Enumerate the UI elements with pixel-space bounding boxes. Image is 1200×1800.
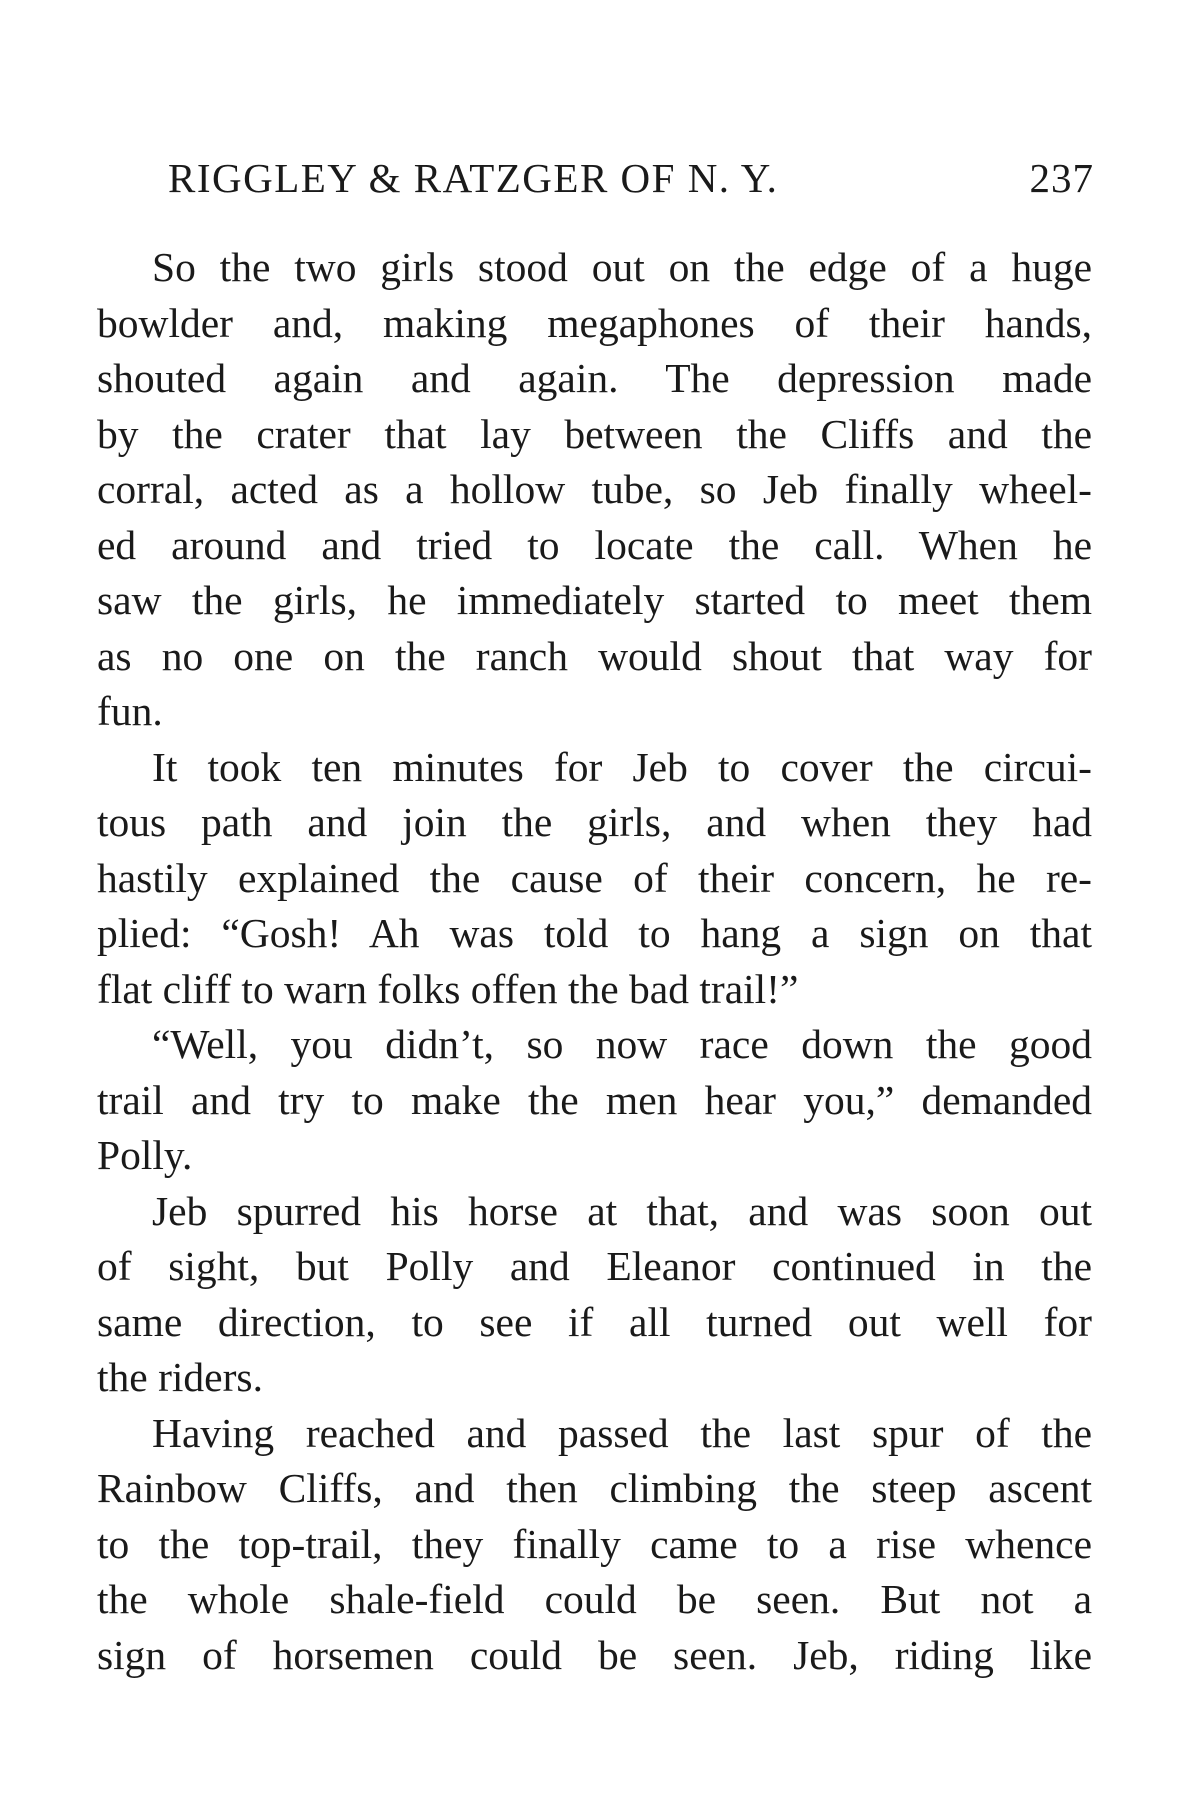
text-line: It took ten minutes for Jeb to cover the circui-: [152, 743, 1092, 790]
text-line: Polly.: [97, 1132, 193, 1178]
text-line: as no one on the ranch would shout that way for: [97, 632, 1092, 679]
text-line: So the two girls stood out on the edge of a huge: [152, 244, 1092, 290]
text-line: the whole shale-field could be seen. But not a: [97, 1576, 1092, 1622]
text-line: Having reached and passed the last spur of the: [152, 1409, 1092, 1456]
text-line: flat cliff to warn folks offen the bad trail!”: [97, 965, 799, 1012]
text-line: hastily explained the cause of their concern, he re-: [97, 854, 1092, 901]
text-line: fun.: [97, 688, 163, 734]
body-text: [97, 240, 1092, 1683]
text-line: of sight, but Polly and Eleanor continued in the: [97, 1243, 1092, 1289]
text-line: ed around and tried to locate the call. When he: [97, 521, 1092, 568]
text-line: tous path and join the girls, and when they had: [97, 799, 1092, 845]
text-line: plied: “Gosh! Ah was told to hang a sign on that: [97, 910, 1092, 956]
text-line: “Well, you didn’t, so now race down the good: [152, 1021, 1092, 1067]
text-line: trail and try to make the men hear you,” demanded: [97, 1076, 1092, 1123]
text-line: saw the girls, he immediately started to meet them: [97, 577, 1092, 623]
text-line: Jeb spurred his horse at that, and was soon out: [152, 1187, 1092, 1234]
text-line: bowlder and, making megaphones of their hands,: [97, 299, 1092, 346]
text-line: shouted again and again. The depression made: [97, 355, 1092, 401]
text-line: same direction, to see if all turned out well for: [97, 1298, 1092, 1345]
text-line: by the crater that lay between the Cliffs and the: [97, 410, 1092, 457]
page-number: 237: [1029, 155, 1094, 201]
text-line: sign of horsemen could be seen. Jeb, riding like: [97, 1631, 1092, 1678]
text-line: corral, acted as a hollow tube, so Jeb finally wheel-: [97, 466, 1092, 512]
text-line: Rainbow Cliffs, and then climbing the steep ascent: [97, 1465, 1092, 1511]
text-line: to the top-trail, they finally came to a rise whence: [97, 1520, 1092, 1567]
text-line: the riders.: [97, 1354, 263, 1400]
running-title: RIGGLEY & RATZGER OF N. Y.: [168, 155, 779, 201]
